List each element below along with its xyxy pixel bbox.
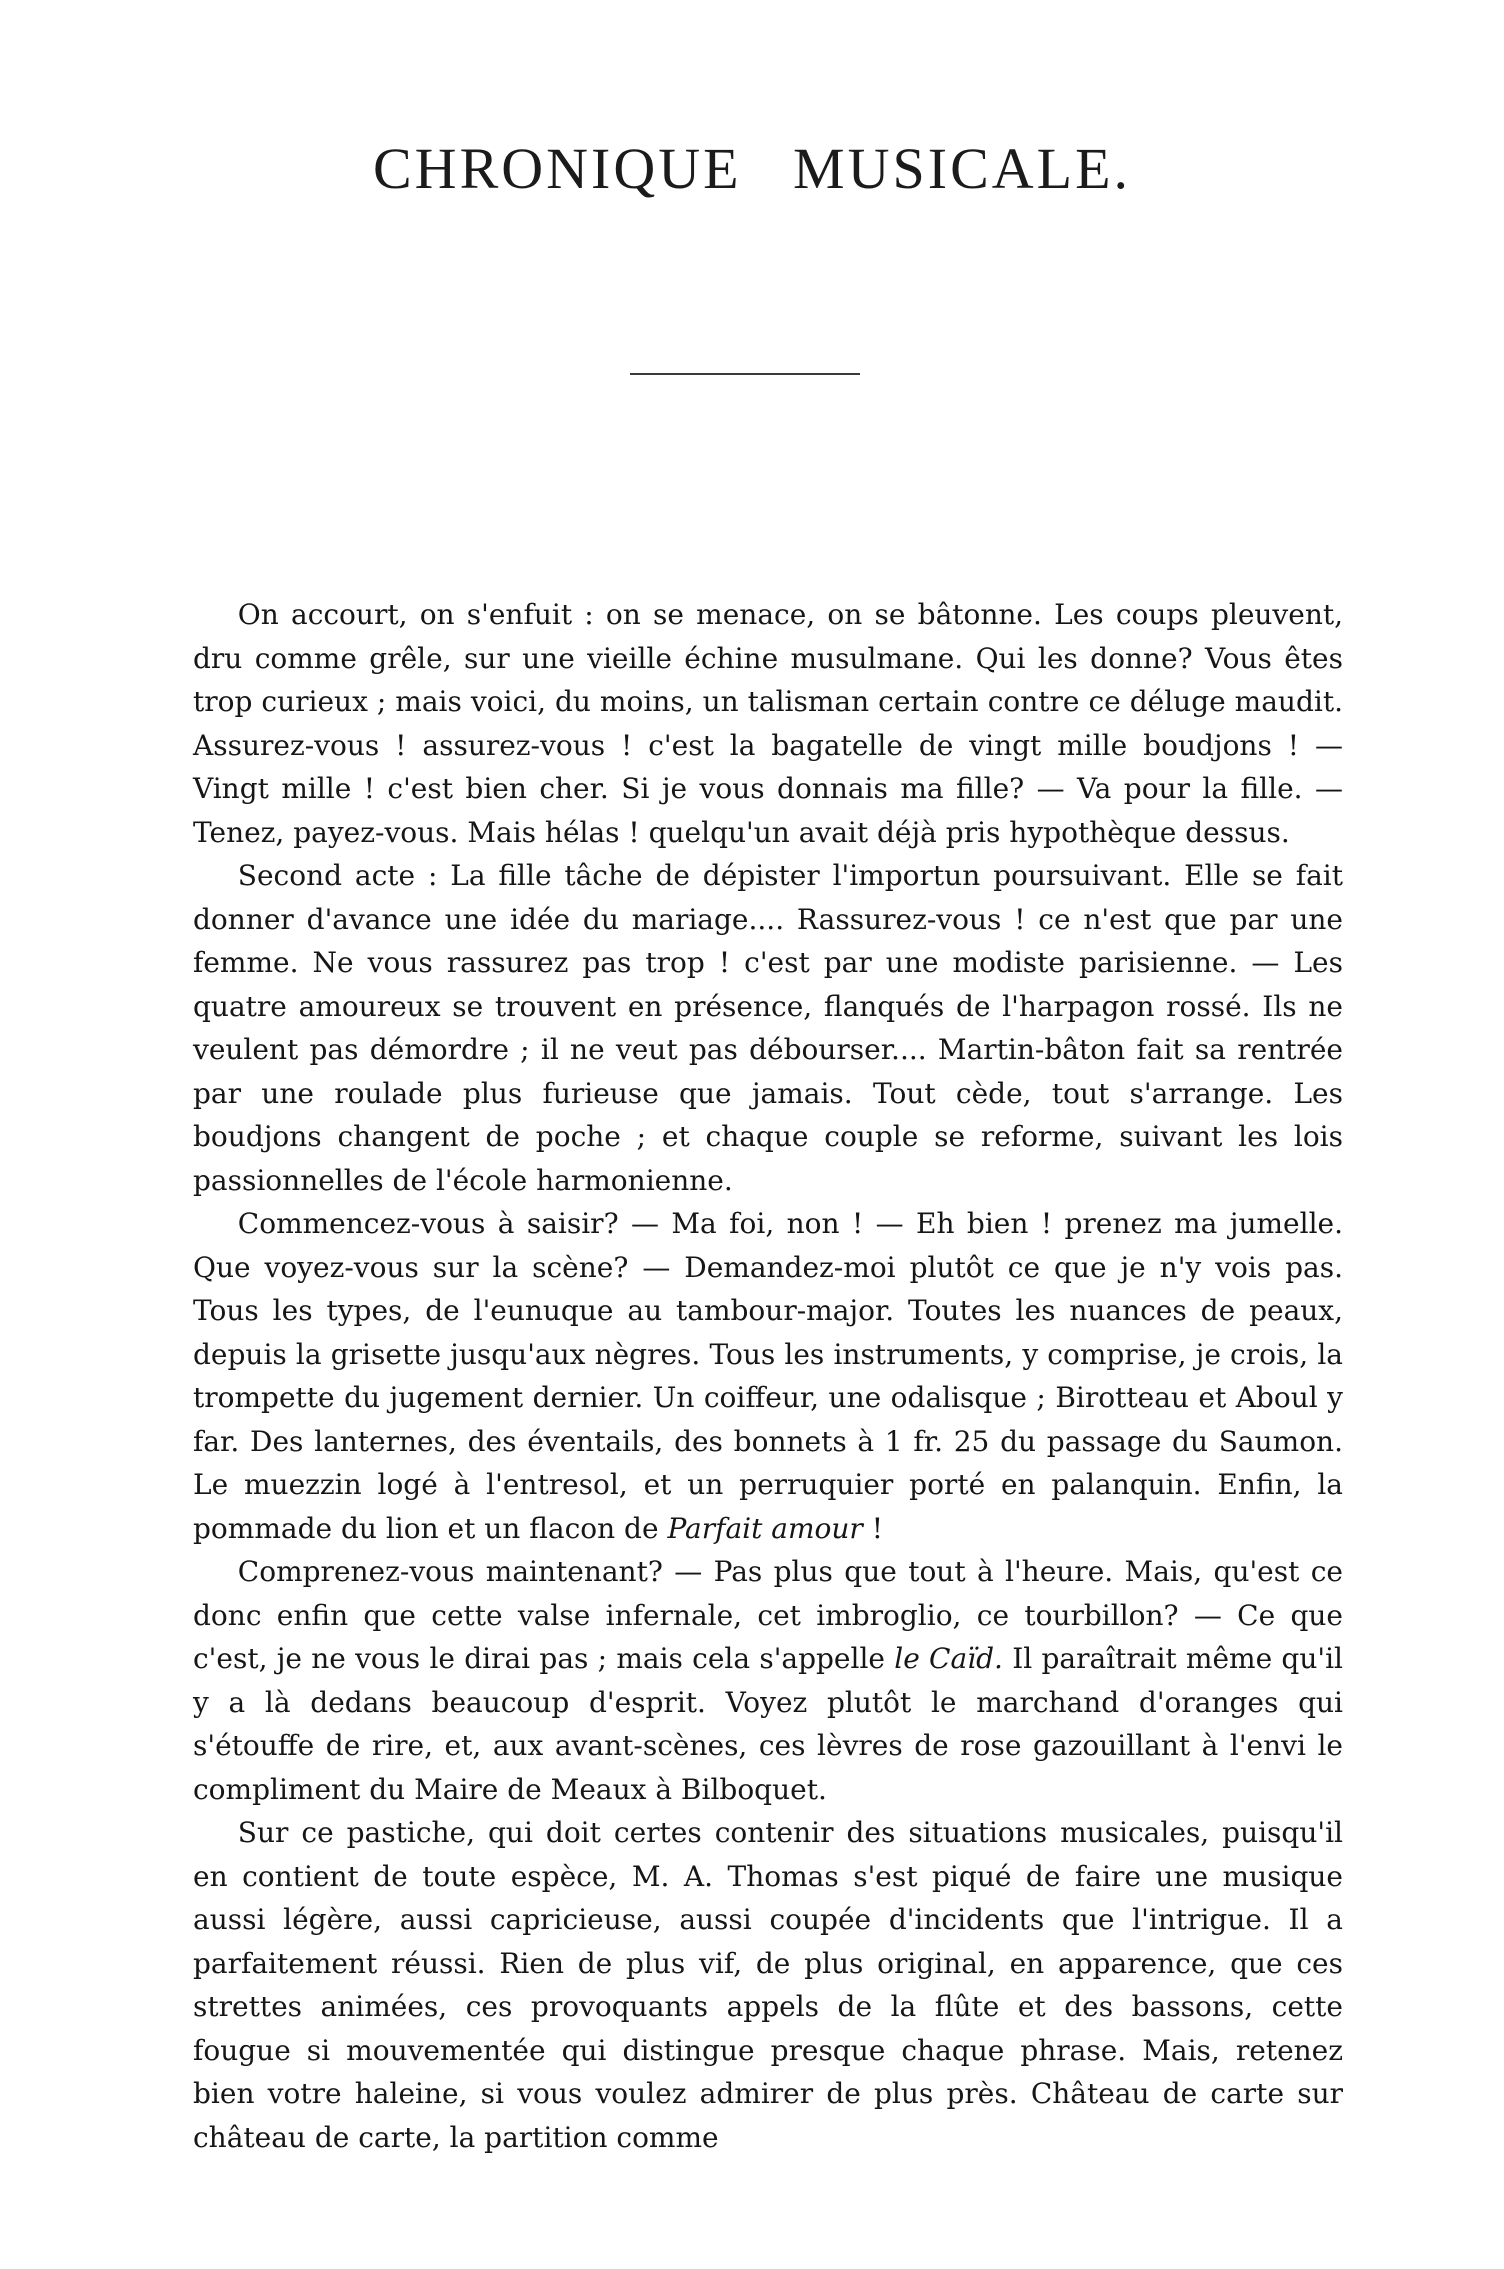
paragraph-tail: ! — [862, 1511, 883, 1545]
paragraph-5 — [193, 1811, 1343, 2159]
paragraph-4 — [193, 1550, 1343, 1811]
italic-title: le Caïd. — [894, 1642, 1003, 1675]
paragraph-2 — [193, 854, 1343, 1202]
article-body — [193, 593, 1343, 2159]
italic-title: Parfait amour — [667, 1511, 863, 1545]
paragraph-text: Comprenez-vous maintenant? — Pas plus que tout à l'heure. Mais, qu'est ce donc enfin que cette valse infernale, cet imbroglio, ce tourbillon? — Ce que c'est, je ne vous le dirai pas ; mais cela s'appelle — [193, 1555, 1343, 1675]
paragraph-1 — [193, 593, 1343, 854]
title-divider — [630, 373, 860, 375]
page-title: CHRONIQUE MUSICALE. — [373, 136, 1131, 201]
paragraph-tail: Il paraîtrait même qu'il y a là dedans beaucoup d'esprit. Voyez plutôt le marchand d'oranges qui s'étouffe de rire, et, aux avant-scènes, ces lèvres de rose gazouillant à l'envi le compliment du Maire de Meaux à Bilboquet. — [193, 1642, 1343, 1806]
paragraph-3 — [193, 1202, 1343, 1550]
paragraph-text: On accourt, on s'enfuit : on se menace, on se bâtonne. Les coups pleuvent, dru comme grêle, sur une vieille échine musulmane. Qui les donne? Vous êtes trop curieux ; mais voici, du moins, un talisman certain contre ce déluge maudit. Assurez-vous ! assurez-vous ! c'est la bagatelle de vingt mille boudjons ! — Vingt mille ! c'est bien cher. Si je vous donnais ma fille? — Va pour la fille. — Tenez, payez-vous. Mais hélas ! quelqu'un avait déjà pris hypothèque dessus. — [193, 598, 1343, 849]
paragraph-text: Sur ce pastiche, qui doit certes contenir des situations musicales, puisqu'il en contient de toute espèce, M. A. Thomas s'est piqué de faire une musique aussi légère, aussi capricieuse, aussi coupée d'incidents que l'intrigue. Il a parfaitement réussi. Rien de plus vif, de plus original, en apparence, que ces strettes animées, ces provoquants appels de la flûte et des bassons, cette fougue si mouvementée qui distingue presque chaque phrase. Mais, retenez bien votre haleine, si vous voulez admirer de plus près. Château de carte sur château de carte, la partition comme — [193, 1816, 1343, 2154]
paragraph-text: Second acte : La fille tâche de dépister l'importun poursuivant. Elle se fait donner d'avance une idée du mariage.... Rassurez-vous ! ce n'est que par une femme. Ne vous rassurez pas trop ! c'est par une modiste parisienne. — Les quatre amoureux se trouvent en présence, flanqués de l'harpagon rossé. Ils ne veulent pas démordre ; il ne veut pas débourser.... Martin-bâton fait sa rentrée par une roulade plus furieuse que jamais. Tout cède, tout s'arrange. Les boudjons changent de poche ; et chaque couple se reforme, suivant les lois passionnelles de l'école harmonienne. — [193, 859, 1343, 1197]
paragraph-text: Commencez-vous à saisir? — Ma foi, non ! — Eh bien ! prenez ma jumelle. Que voyez-vous sur la scène? — Demandez-moi plutôt ce que je n'y vois pas. Tous les types, de l'eunuque au tambour-major. Toutes les nuances de peaux, depuis la grisette jusqu'aux nègres. Tous les instruments, y comprise, je crois, la trompette du jugement dernier. Un coiffeur, une odalisque ; Birotteau et Aboul y far. Des lanternes, des éventails, des bonnets à 1 fr. 25 du passage du Saumon. Le muezzin logé à l'entresol, et un perruquier porté en palanquin. Enfin, la pommade du lion et un flacon de — [193, 1207, 1343, 1545]
